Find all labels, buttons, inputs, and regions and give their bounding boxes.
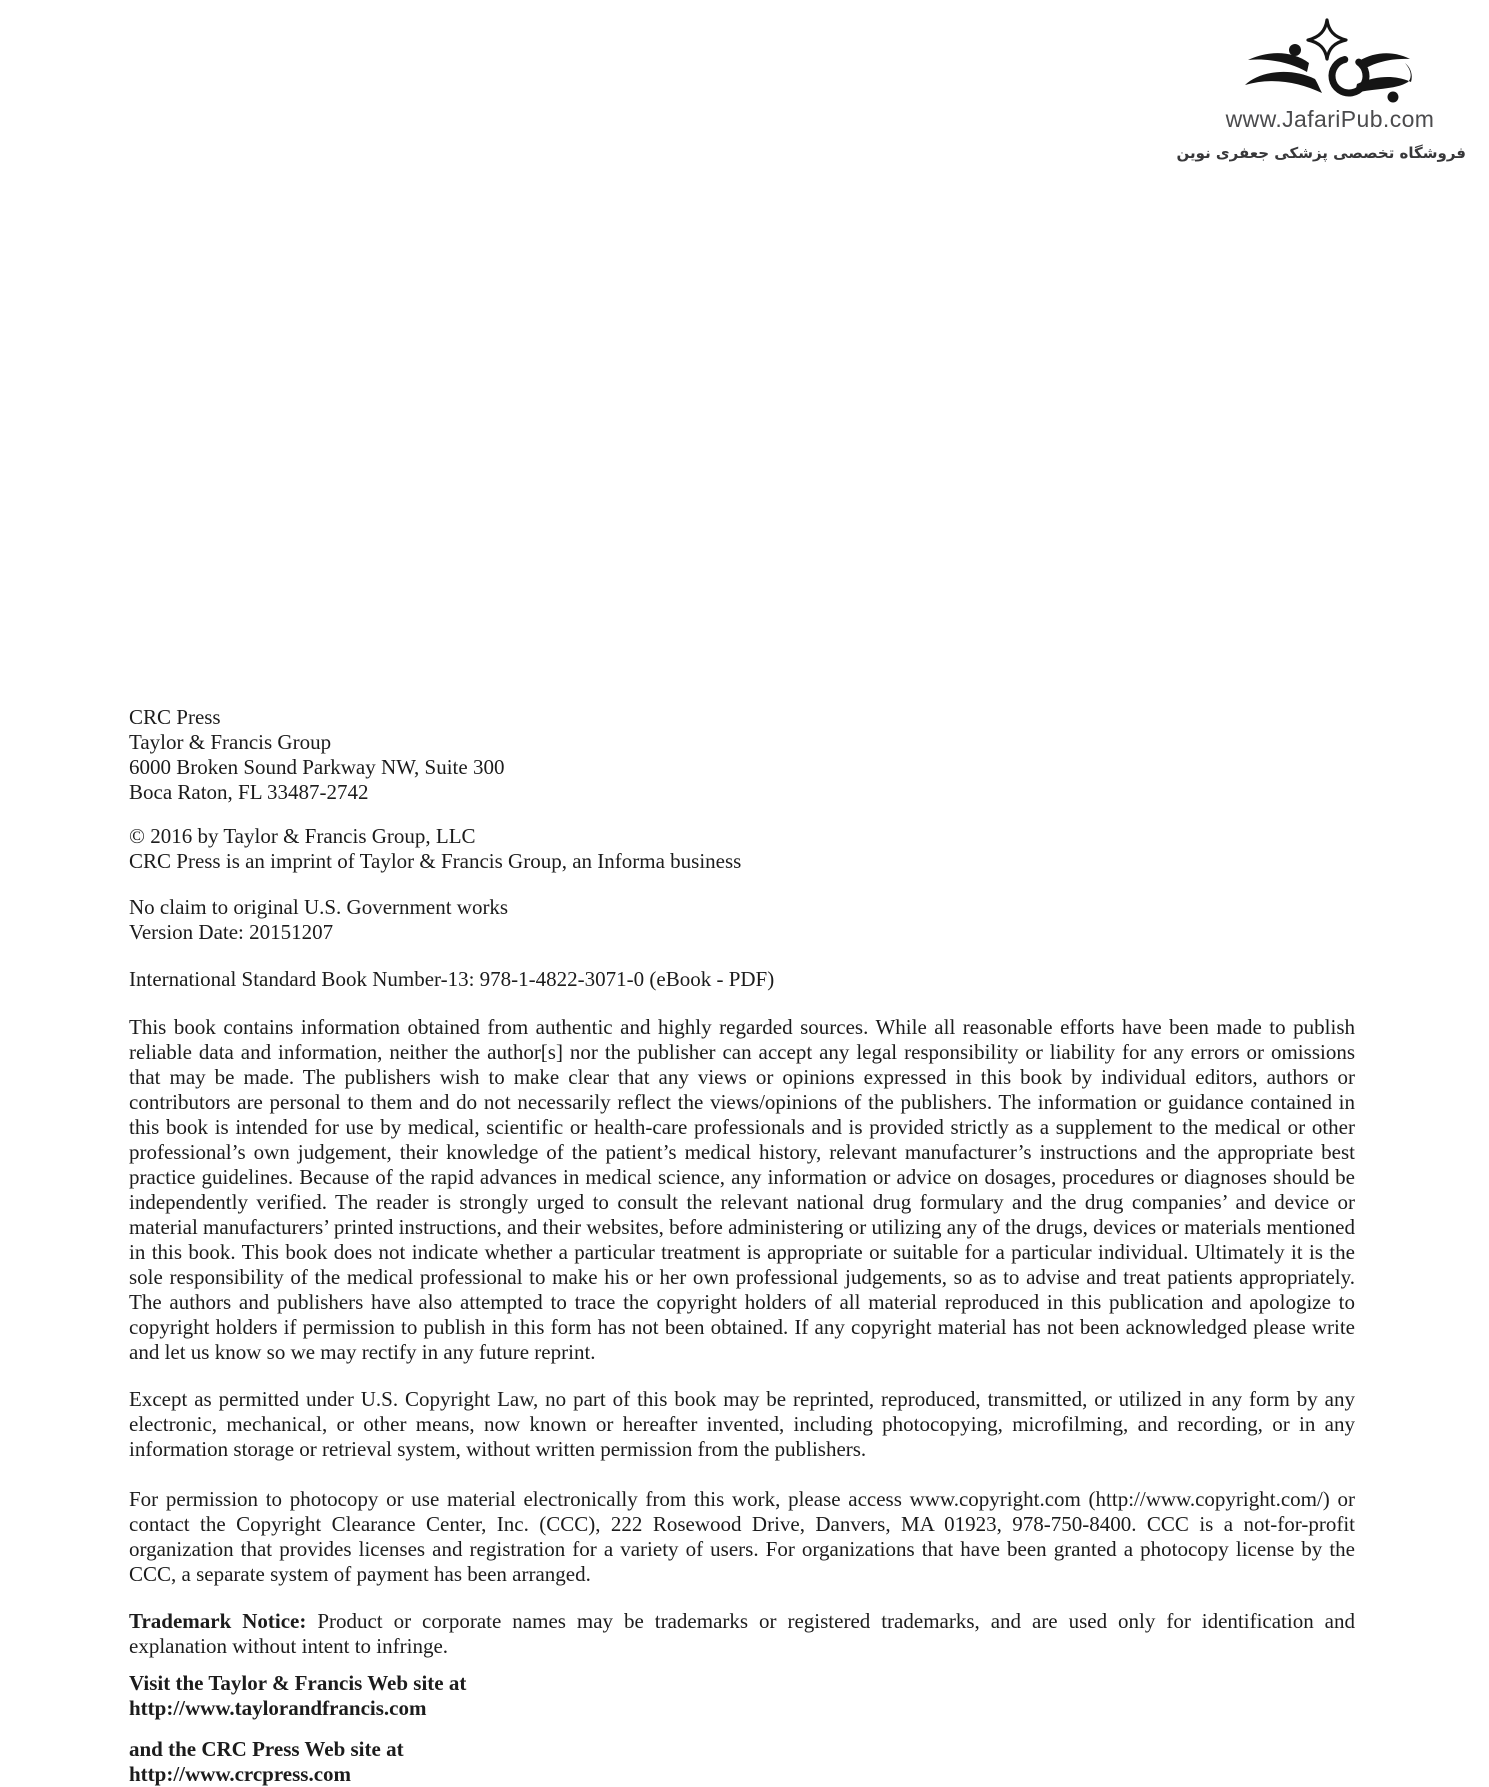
version-date-line: Version Date: 20151207 [129,920,334,944]
taylor-francis-website-block [129,1671,1355,1721]
crc-press-website-link[interactable]: http://www.crcpress.com [129,1762,352,1786]
permission-paragraph: For permission to photocopy or use material electronically from this work, please access www.copyright.com (http://www.copyright.com/) or contact the Copyright Clearance Center, Inc. (CCC), 222 Rosewood Drive, Danvers, MA 01923, 978-750-8400. CCC is a not-for-profit organization that provides licenses and registration for a variety of users. For organizations that have been granted a photocopy license by the CCC, a separate system of payment has been arranged. [129,1487,1355,1586]
publisher-city: Boca Raton, FL 33487-2742 [129,780,369,804]
publisher-imprint: CRC Press [129,705,221,729]
copyright-statement-block [129,824,1355,874]
jafaripub-logo-block [1176,18,1466,162]
trademark-notice-label: Trademark Notice: [129,1609,307,1633]
jafaripub-calligraphy-icon [1245,18,1415,104]
crc-press-website-block [129,1737,1355,1787]
jafaripub-url-text: www.JafariPub.com [1225,106,1435,132]
publisher-group: Taylor & Francis Group [129,730,332,754]
disclaimer-paragraph: This book contains information obtained from authentic and highly regarded sources. While all reasonable efforts have been made to publish reliable data and information, neither the author[s] nor the publisher can accept any legal responsibility or liability for any errors or omissions that may be made. The publishers wish to make clear that any views or opinions expressed in this book by individual editors, authors or contributors are personal to them and do not necessarily reflect the views/opinions of the publishers. The information or guidance contained in this book is intended for use by medical, scientific or health-care professionals and is provided strictly as a supplement to the medical or other professional’s own judgement, their knowledge of the patient’s medical history, relevant manufacturer’s instructions and the appropriate best practice guidelines. Because of the rapid advances in medical science, any information or advice on dosages, procedures or diagnoses should be independently verified. The reader is strongly urged to consult the relevant national drug formulary and the drug companies’ and device or material manufacturers’ printed instructions, and their websites, before administering or utilizing any of the drugs, devices or materials mentioned in this book. This book does not indicate whether a particular treatment is appropriate or suitable for a particular individual. Ultimately it is the sole responsibility of the medical professional to make his or her own professional judgements, so as to advise and treat patients appropriately. The authors and publishers have also attempted to trace the copyright holders of all material reproduced in this publication and apologize to copyright holders if permission to publish in this form has not been obtained. If any copyright material has not been acknowledged please write and let us know so we may rectify in any future reprint. [129,1015,1355,1364]
publisher-address-block [129,705,1355,805]
taylor-francis-website-intro: Visit the Taylor & Francis Web site at [129,1671,467,1695]
trademark-notice-body: Product or corporate names may be trademarks or registered trademarks, and are used only for identification and explanation without intent to infringe. [129,1609,1356,1658]
trademark-notice-paragraph [129,1609,1355,1659]
no-claim-line: No claim to original U.S. Government works [129,895,509,919]
imprint-note-line: CRC Press is an imprint of Taylor & Francis Group, an Informa business [129,849,742,873]
isbn-line: International Standard Book Number-13: 978-1-4822-3071-0 (eBook - PDF) [129,967,775,991]
publisher-street: 6000 Broken Sound Parkway NW, Suite 300 [129,755,505,779]
government-works-block [129,895,1355,945]
crc-press-website-intro: and the CRC Press Web site at [129,1737,404,1761]
copyright-law-paragraph: Except as permitted under U.S. Copyright Law, no part of this book may be reprinted, reproduced, transmitted, or utilized in any form by any electronic, mechanical, or other means, now known or hereafter invented, including photocopying, microfilming, and recording, or in any information storage or retrieval system, without written permission from the publishers. [129,1387,1355,1461]
taylor-francis-website-link[interactable]: http://www.taylorandfrancis.com [129,1696,427,1720]
copyright-year-line: © 2016 by Taylor & Francis Group, LLC [129,824,476,848]
jafaripub-persian-tagline: فروشگاه تخصصی پزشکی جعفری نوین [1176,144,1466,162]
